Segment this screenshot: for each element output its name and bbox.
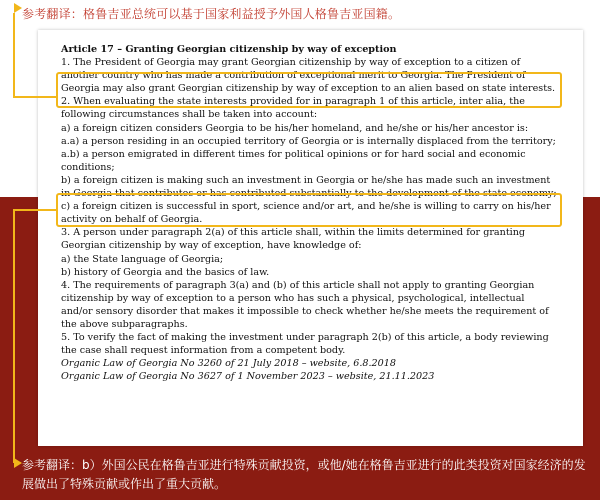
- article-line: following circumstances shall be taken into account:: [61, 109, 318, 121]
- article-line: citizenship by way of exception to a person who has such a physical, psychological, intellectual: [61, 292, 525, 304]
- article-line: 2. When evaluating the state interests provided for in paragraph 1 of this article, inter alia, the: [61, 96, 525, 108]
- article-line: c) a foreign citizen is successful in sport, science and/or art, and he/she is willing to carry on his/her: [61, 201, 551, 213]
- article-line: the above subparagraphs.: [61, 318, 188, 330]
- highlight-box-investment: [56, 193, 562, 227]
- article-line: a.b) a person emigrated in different times for political opinions or for hard social and economic: [61, 148, 526, 160]
- connector-line-bottom-vertical: [13, 209, 15, 463]
- article-line: 5. To verify the fact of making the investment under paragraph 2(b) of this article, a body reviewing: [61, 332, 549, 344]
- article-line: activity on behalf of Georgia.: [61, 214, 203, 226]
- article-heading: Article 17 – Granting Georgian citizenship by way of exception: [61, 44, 397, 55]
- connector-arrow-bottom: [14, 458, 22, 468]
- article-line: 4. The requirements of paragraph 3(a) and (b) of this article shall not apply to granting Georgian: [61, 279, 535, 291]
- connector-line-top-horizontal: [13, 96, 57, 98]
- article-line: b) history of Georgia and the basics of law.: [61, 266, 270, 278]
- article-line: b) a foreign citizen is making such an investment in Georgia or he/she has made such an investment: [61, 174, 551, 186]
- connector-line-bottom-horizontal: [13, 209, 57, 211]
- highlight-box-state-interests: [56, 72, 562, 108]
- amendment-line: Organic Law of Georgia No 3627 of 1 November 2023 – website, 21.11.2023: [61, 371, 435, 383]
- article-line: 3. A person under paragraph 2(a) of this article shall, within the limits determined for granting: [61, 227, 526, 239]
- article-line: the case shall request information from a competent body.: [61, 345, 346, 357]
- article-line: conditions;: [61, 161, 115, 173]
- article-line: another country who has made a contribution of exceptional merit to Georgia. The President of: [61, 70, 526, 82]
- article-line: Georgia may also grant Georgian citizenship by way of exception to an alien based on state interests.: [61, 83, 556, 95]
- amendment-line: Organic Law of Georgia No 3260 of 21 July 2018 – website, 6.8.2018: [61, 358, 396, 370]
- connector-arrow-top: [14, 3, 22, 13]
- connector-line-top-vertical: [13, 13, 15, 97]
- article-line: a) the State language of Georgia;: [61, 253, 224, 265]
- article-line: 1. The President of Georgia may grant Georgian citizenship by way of exception to a citizen of: [61, 57, 521, 69]
- article-line: in Georgia that contributes or has contributed substantially to the development of the state economy;: [61, 188, 557, 200]
- article-line: a) a foreign citizen considers Georgia to be his/her homeland, and he/she or his/her ancestor is:: [61, 122, 529, 134]
- translation-note-bottom: 参考翻译：b）外国公民在格鲁吉亚进行特殊贡献投资，或他/她在格鲁吉亚进行的此类投资对国家经济的发展做出了特殊贡献或作出了重大贡献。: [22, 458, 586, 491]
- article-line: a.a) a person residing in an occupied territory of Georgia or is internally displaced from the territory;: [61, 135, 556, 147]
- translation-note-top: 参考翻译：格鲁吉亚总统可以基于国家利益授予外国人格鲁吉亚国籍。: [22, 7, 401, 21]
- article-line: Georgian citizenship by way of exception, have knowledge of:: [61, 240, 362, 252]
- article-line: and/or sensory disorder that makes it impossible to check whether he/she meets the requirement of: [61, 305, 549, 317]
